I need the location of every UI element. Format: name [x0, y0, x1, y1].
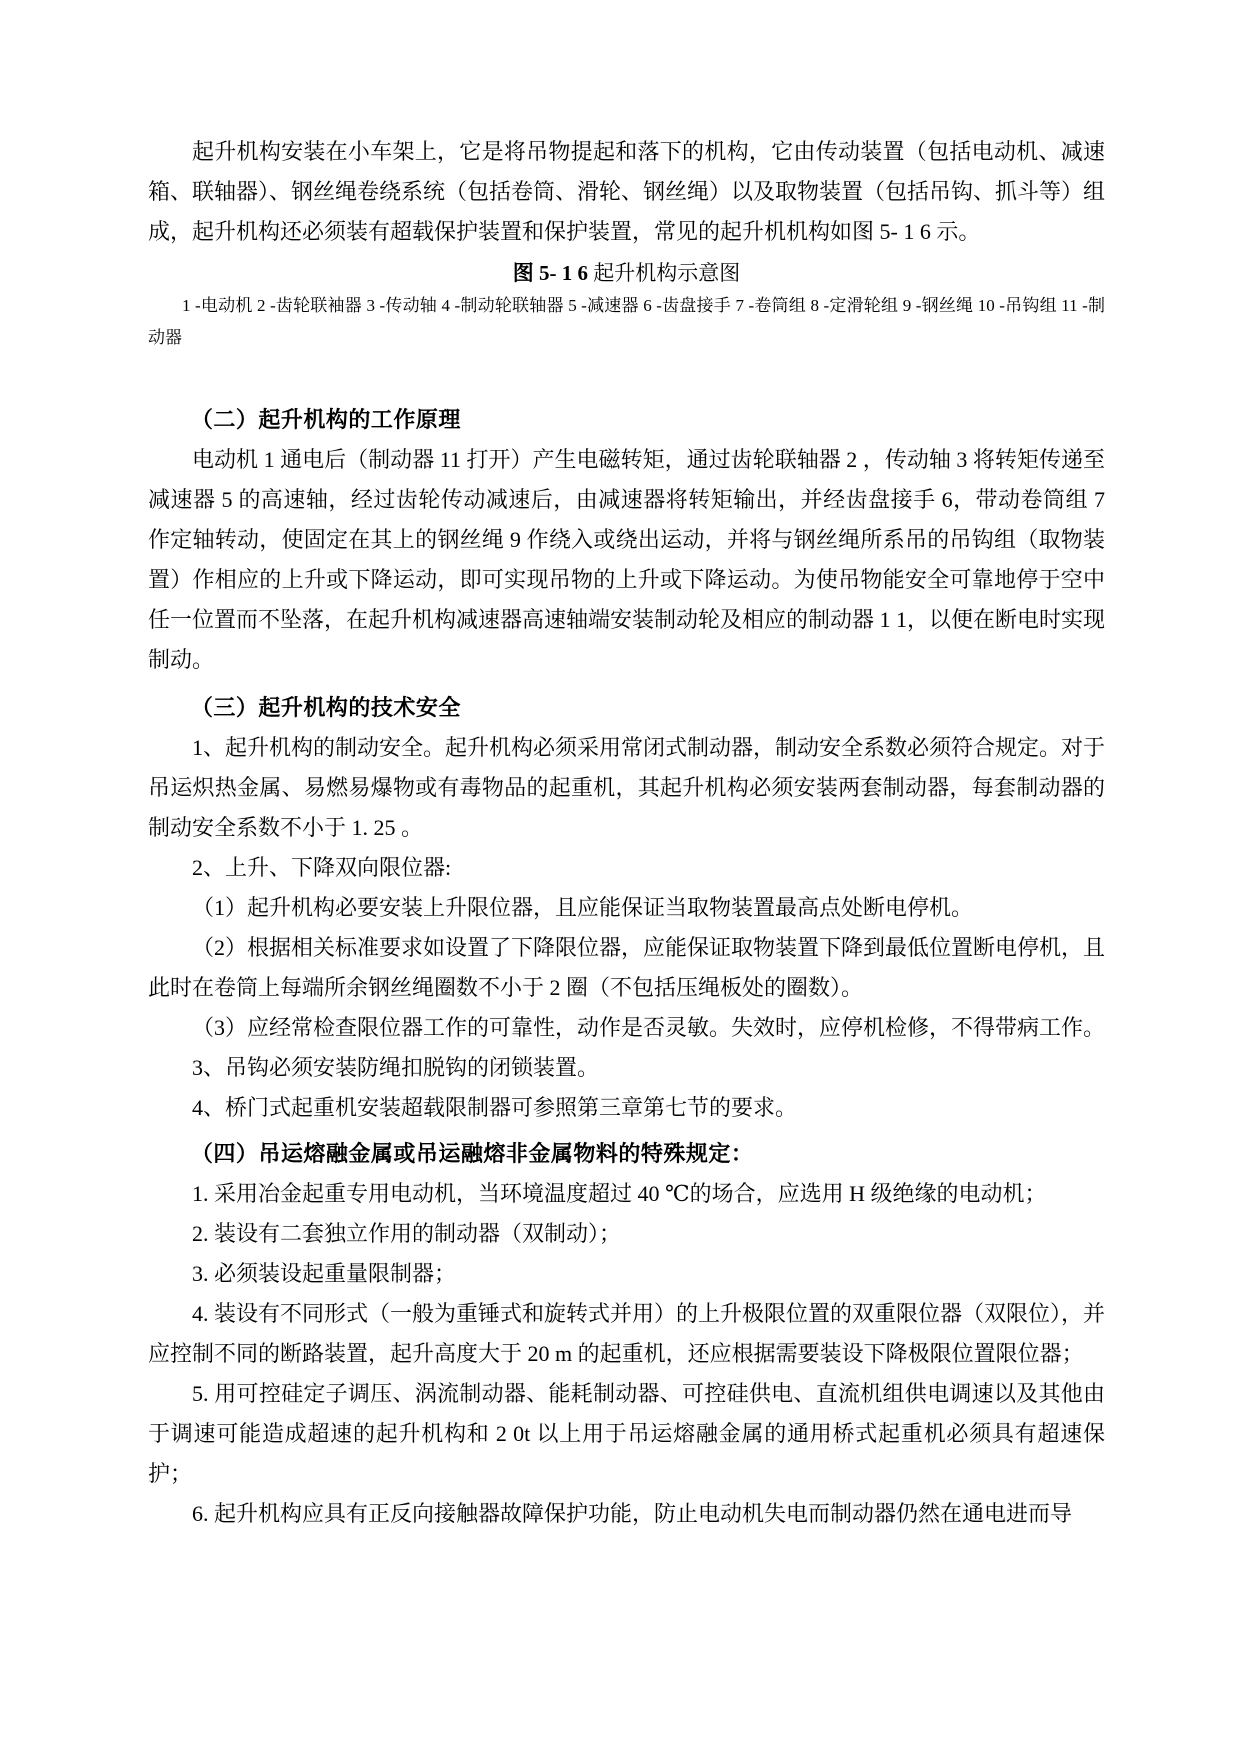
figure-caption-title: 起升机构示意图 — [588, 261, 741, 285]
special-rule-3: 3. 必须装设起重量限制器； — [192, 1261, 457, 1286]
safety-item-2-sub-3: （3）应经常检查限位器工作的可靠性，动作是否灵敏。失效时，应停机检修，不得带病工作。 — [192, 1015, 1106, 1040]
safety-item-1: 1、起升机构的制动安全。起升机构必须采用常闭式制动器，制动安全系数必须符合规定。对于吊运炽热金属、易燃易爆物或有毒物品的起重机，其起升机构必须安装两套制动器，每套制动器的制动安全系数不小于 1. 25 。 — [148, 735, 1106, 840]
safety-item-2-sub-1: （1）起升机构必要安装上升限位器，且应能保证当取物装置最高点处断电停机。 — [192, 895, 974, 920]
safety-item-4: 4、桥门式起重机安装超载限制器可参照第三章第七节的要求。 — [192, 1095, 798, 1120]
principle-paragraph: 电动机 1 通电后（制动器 11 打开）产生电磁转矩，通过齿轮联轴器 2 ，传动轴 3 将转矩传递至减速器 5 的高速轴，经过齿轮传动减速后，由减速器将转矩输出，并经齿盘接手 6，带动卷筒组 7 作定轴转动，使固定在其上的钢丝绳 9 作绕入或绕出运动，并将与钢丝绳所系吊的吊钩组（取物装置）作相应的上升或下降运动，即可实现吊物的上升或下降运动。为使吊物能安全可靠地停于空中任一位置而不坠落，在起升机构减速器高速轴端安装制动轮及相应的制动器 1 1，以便在断电时实现制动。 — [148, 447, 1106, 672]
special-rule-5: 5. 用可控硅定子调压、涡流制动器、能耗制动器、可控硅供电、直流机组供电调速以及其他由于调速可能造成超速的起升机构和 2 0t 以上用于吊运熔融金属的通用桥式起重机必须具有超速保护； — [148, 1381, 1105, 1486]
figure-caption-label: 图 5- 1 6 — [512, 261, 588, 285]
section-heading-special-rules: （四）吊运熔融金属或吊运融熔非金属物料的特殊规定： — [190, 1141, 754, 1166]
safety-item-3: 3、吊钩必须安装防绳扣脱钩的闭锁装置。 — [192, 1055, 600, 1080]
special-rule-2: 2. 装设有二套独立作用的制动器（双制动）； — [192, 1221, 622, 1246]
safety-item-2: 2、上升、下降双向限位器: — [192, 855, 452, 880]
special-rule-6: 6. 起升机构应具有正反向接触器故障保护功能，防止电动机失电而制动器仍然在通电进而导 — [192, 1501, 1073, 1526]
figure-legend: 1 -电动机 2 -齿轮联袖器 3 -传动轴 4 -制动轮联轴器 5 -减速器 6 -齿盘接手 7 -卷筒组 8 -定滑轮组 9 -钢丝绳 10 -吊钩组 11 -制动器 — [148, 296, 1105, 347]
special-rule-4: 4. 装设有不同形式（一般为重锤式和旋转式并用）的上升极限位置的双重限位器（双限位），并应控制不同的断路装置，起升高度大于 20 m 的起重机，还应根据需要装设下降极限位置限位器； — [148, 1301, 1106, 1366]
safety-item-2-sub-2: （2）根据相关标准要求如设置了下降限位器，应能保证取物装置下降到最低位置断电停机，且此时在卷筒上每端所余钢丝绳圈数不小于 2 圈（不包括压绳板处的圈数）。 — [148, 935, 1106, 1000]
special-rule-1: 1. 采用冶金起重专用电动机，当环境温度超过 40 ℃的场合，应选用 H 级绝缘的电动机； — [192, 1181, 1047, 1206]
intro-paragraph: 起升机构安装在小车架上，它是将吊物提起和落下的机构，它由传动装置（包括电动机、减速箱、联轴器）、钢丝绳卷绕系统（包括卷筒、滑轮、钢丝绳）以及取物装置（包括吊钩、抓斗等）组成，起升机构还必须装有超载保护装置和保护装置，常见的起升机机构如图 5- 1 6 示。 — [148, 139, 1106, 244]
figure-caption — [148, 256, 1105, 290]
section-heading-safety: （三）起升机构的技术安全 — [190, 695, 461, 720]
section-heading-principle: （二）起升机构的工作原理 — [190, 407, 461, 432]
